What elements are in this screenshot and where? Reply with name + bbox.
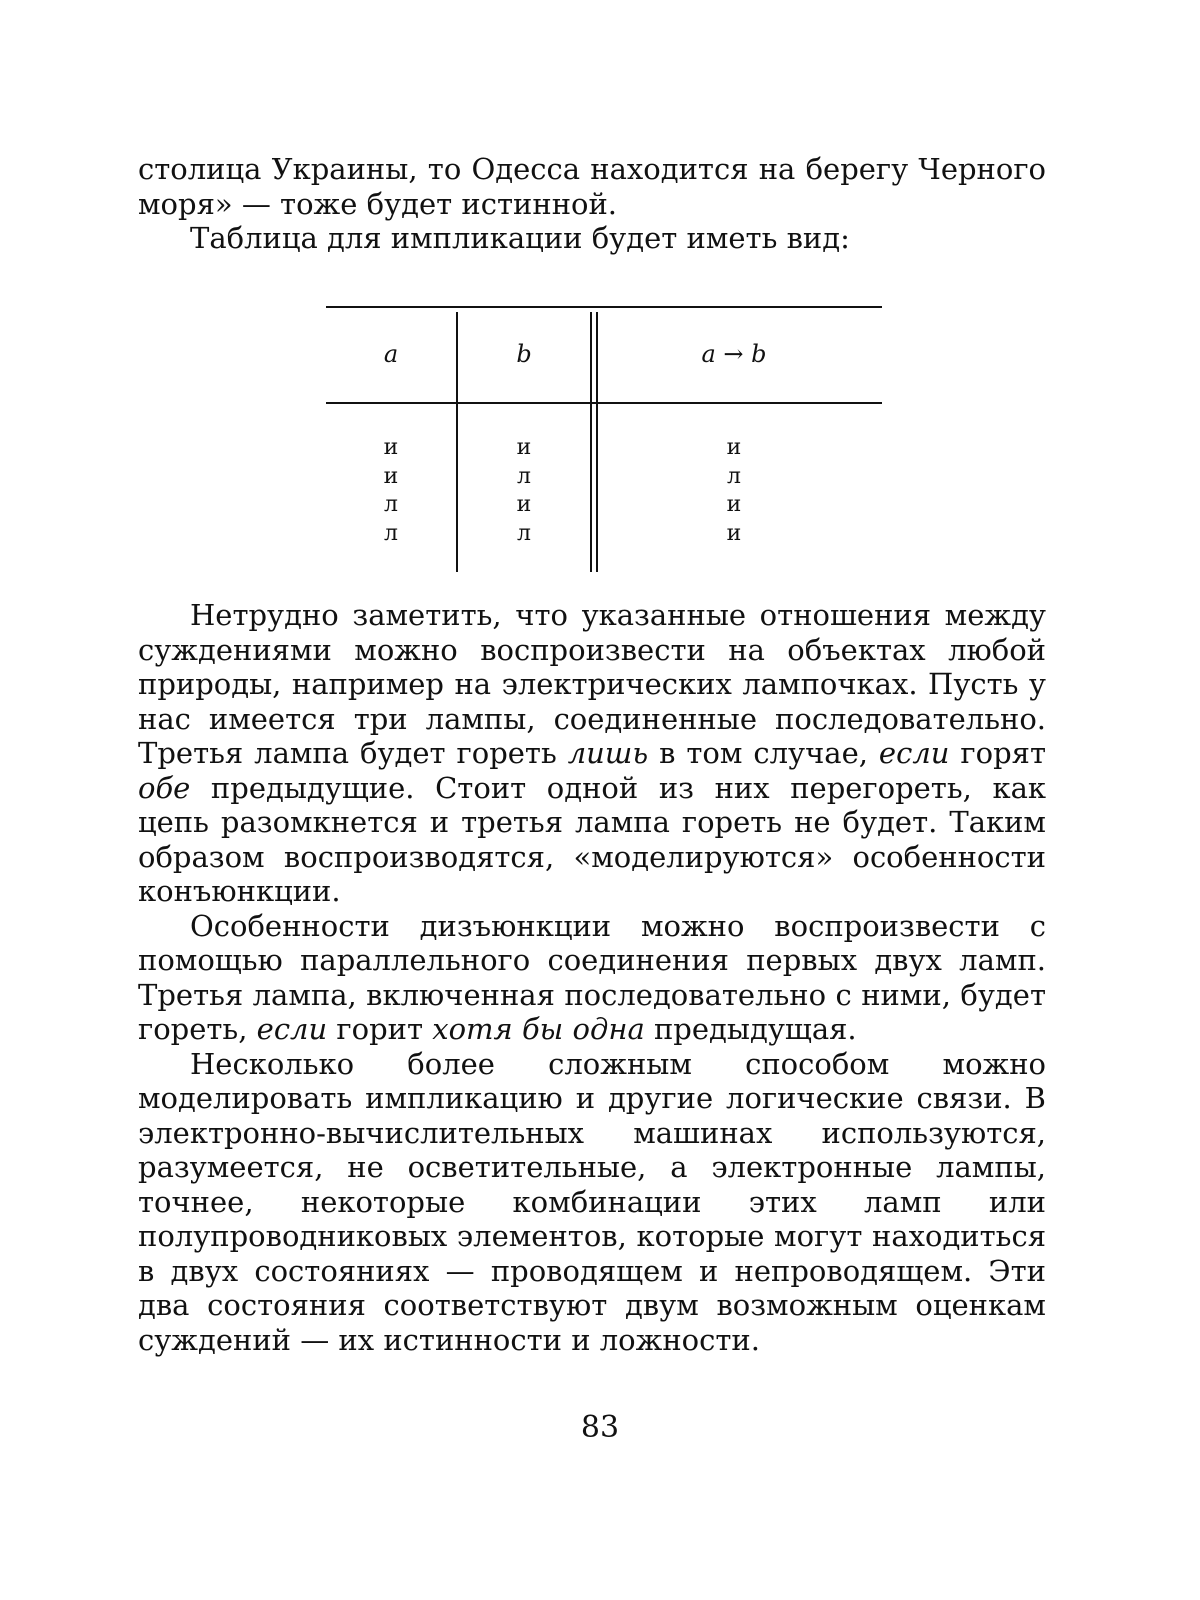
text-run: горит — [327, 1012, 433, 1046]
text-run: предыдущие. Стоит одной из них перегореть, как цепь разомкнется и третья лампа гореть не будет. Таким образом воспроизводятся, «моделируются» особенности конъюнкции. — [138, 770, 1046, 908]
emphasis: обе — [138, 770, 191, 805]
table-double-divider-right — [596, 312, 598, 572]
emphasis: если — [256, 1012, 328, 1046]
text-run: предыдущая. — [644, 1012, 857, 1046]
table-header-a: a — [383, 340, 399, 368]
table-cell: и — [726, 520, 742, 546]
table-cell: и — [516, 492, 532, 517]
text-run: горят — [949, 736, 1046, 770]
text-run: Особенности дизъюнкции можно воспроизвести с помощью параллельного соединения первых двух ламп. Третья лампа, включенная последовательно с ними, будет гореть, — [138, 908, 1046, 1046]
table-cell: и — [726, 492, 742, 517]
table-cell: л — [384, 492, 398, 517]
table-cell: и — [726, 435, 742, 460]
emphasis: лишь — [567, 736, 649, 770]
text-run: Нетрудно заметить, что указанные отношения между суждениями можно воспроизвести на объектах любой природы, например на электрических лампочках. Пусть у нас имеется три лампы, соединенные последовательно. Третья лампа будет гореть — [138, 598, 1046, 770]
paragraph-disjunction — [138, 909, 1046, 1047]
paragraph-implication-modeling: Несколько более сложным способом можно моделировать импликацию и другие логические связи. В электронно-вычислительных машинах используются, разумеется, не осветительные, а электронные лампы, точнее, некоторые комбинации этих ламп или полупроводниковых элементов, которые могут находиться в двух состояниях — проводящем и непроводящем. Эти два состояния соответствуют двум возможным оценкам суждений — их истинности и ложности. — [138, 1046, 1046, 1357]
table-cell: л — [384, 520, 398, 546]
text-run: в том случае, — [648, 736, 879, 770]
table-column-b — [464, 434, 584, 548]
table-header-b: b — [516, 340, 532, 368]
table-cell: л — [517, 520, 531, 546]
table-cell: и — [516, 435, 532, 460]
table-column-divider — [456, 312, 458, 572]
table-column-implication — [644, 434, 824, 548]
table-cell: л — [517, 463, 531, 489]
page-number: 83 — [580, 1410, 620, 1445]
paragraph-conjunction — [138, 598, 1046, 909]
text-block-top — [138, 152, 1046, 256]
table-cell: и — [383, 463, 399, 489]
table-header-rule — [326, 402, 882, 404]
implication-truth-table — [326, 306, 882, 576]
table-cell: и — [383, 435, 399, 460]
table-top-rule — [326, 306, 882, 308]
paragraph-continuation: столица Украины, то Одесса находится на берегу Черного моря» — тоже будет истинной. — [138, 152, 1046, 221]
table-cell: л — [727, 463, 741, 489]
emphasis: если — [878, 736, 950, 770]
emphasis: хотя бы одна — [432, 1012, 645, 1046]
text-block-main — [138, 598, 1046, 1357]
table-double-divider-left — [590, 312, 592, 572]
paragraph-table-intro: Таблица для импликации будет иметь вид: — [190, 221, 850, 255]
table-column-a — [331, 434, 451, 548]
table-header-implication: a → b — [701, 340, 767, 368]
